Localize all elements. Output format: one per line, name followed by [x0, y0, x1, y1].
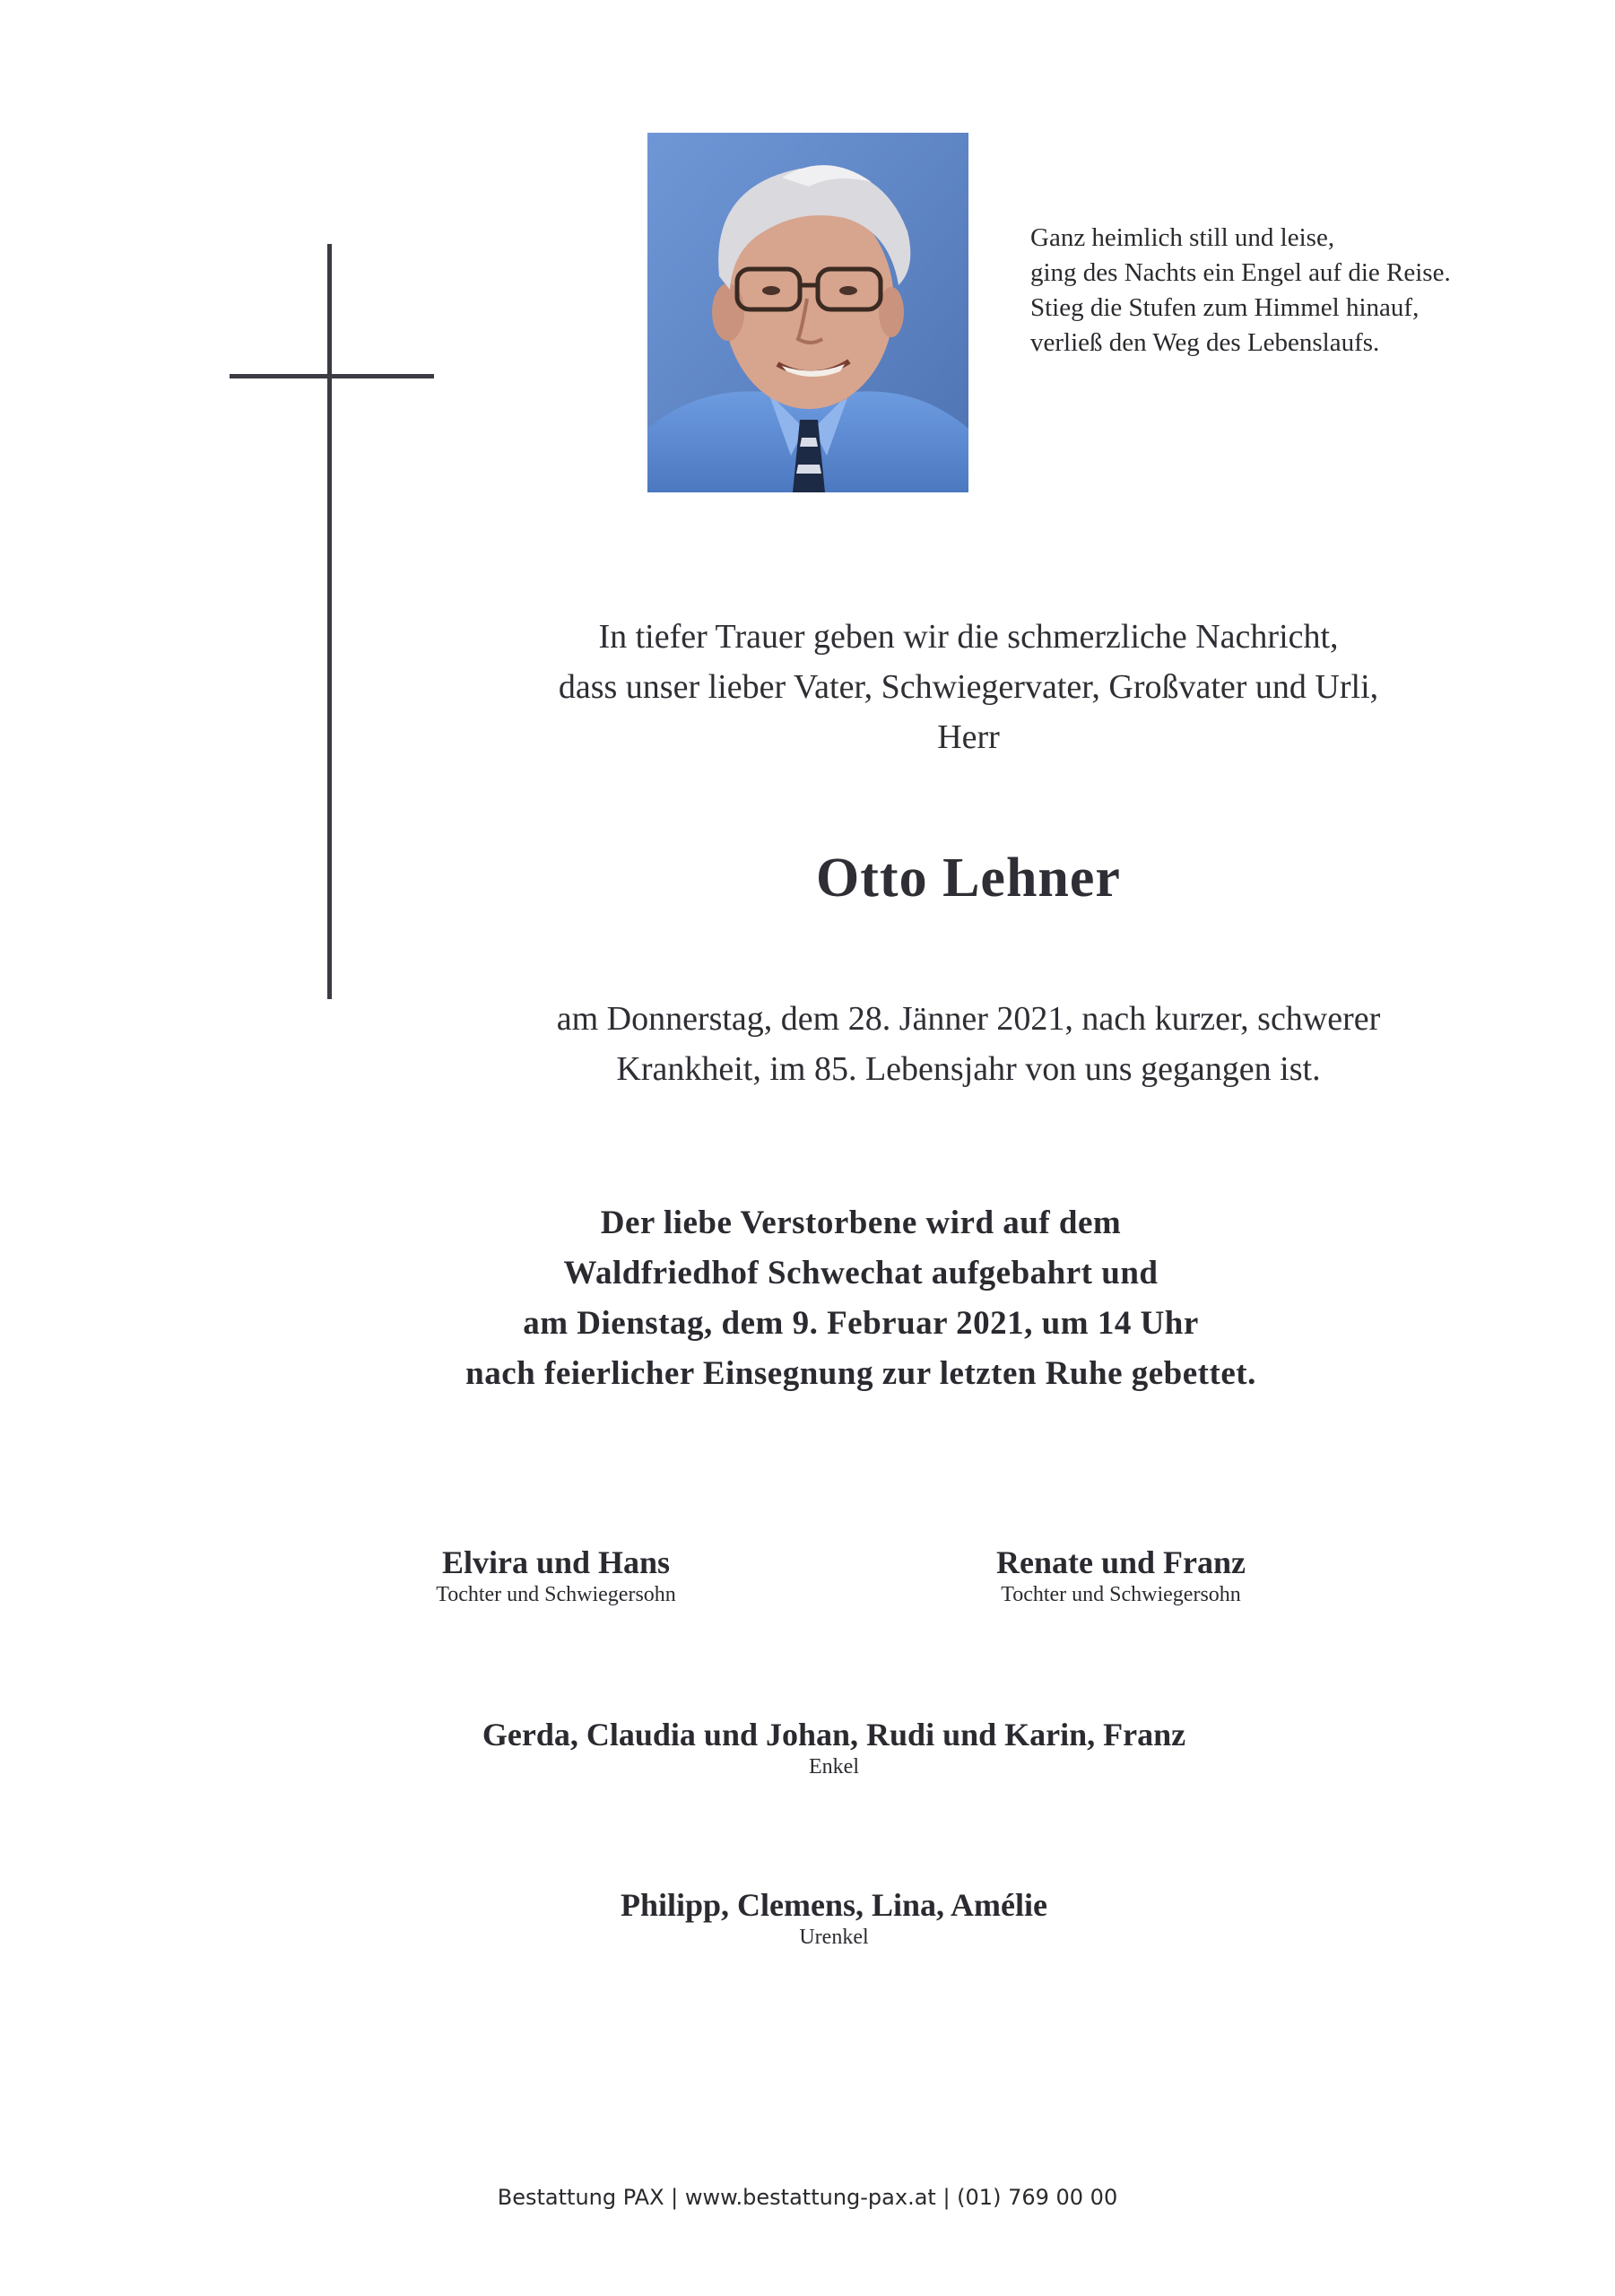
poem — [1030, 221, 1533, 361]
poem-line: Stieg die Stufen zum Himmel hinauf, — [1030, 293, 1420, 322]
intro-line: Herr — [937, 718, 1000, 756]
cross-vertical-bar — [327, 244, 332, 999]
footer-contact: Bestattung PAX | www.bestattung-pax.at | (01) 769 00 00 — [497, 2185, 1118, 2210]
cross-horizontal-bar — [230, 374, 434, 378]
portrait-photo — [647, 133, 968, 492]
family-group — [377, 1543, 735, 1607]
funeral-line: am Dienstag, dem 9. Februar 2021, um 14 Uhr — [523, 1305, 1199, 1342]
family-group — [475, 1885, 1193, 1950]
death-details — [341, 994, 1596, 1094]
death-line: am Donnerstag, dem 28. Jänner 2021, nach kurzer, schwerer — [556, 1000, 1381, 1038]
family-names: Philipp, Clemens, Lina, Amélie — [620, 1887, 1048, 1923]
portrait-illustration — [647, 133, 968, 492]
family-names: Elvira und Hans — [441, 1544, 671, 1580]
announcement-intro — [341, 612, 1596, 762]
poem-line: ging des Nachts ein Engel auf die Reise. — [1030, 258, 1451, 287]
poem-line: Ganz heimlich still und leise, — [1030, 223, 1335, 252]
death-line: Krankheit, im 85. Lebensjahr von uns gegangen ist. — [616, 1050, 1321, 1088]
funeral-line: nach feierlicher Einsegnung zur letzten Ruhe gebettet. — [465, 1355, 1256, 1392]
family-role: Urenkel — [799, 1926, 869, 1949]
intro-line: dass unser lieber Vater, Schwiegervater, Großvater und Urli, — [558, 668, 1379, 706]
family-group — [942, 1543, 1300, 1607]
funeral-details — [269, 1198, 1453, 1399]
family-role: Tochter und Schwiegersohn — [1001, 1583, 1241, 1606]
funeral-line: Waldfriedhof Schwechat aufgebahrt und — [563, 1255, 1159, 1292]
deceased-name: Otto Lehner — [816, 848, 1121, 909]
family-names: Gerda, Claudia und Johan, Rudi und Karin, Franz — [482, 1717, 1186, 1752]
family-role: Enkel — [809, 1755, 859, 1779]
funeral-line: Der liebe Verstorbene wird auf dem — [600, 1205, 1122, 1241]
family-role: Tochter und Schwiegersohn — [436, 1583, 676, 1606]
intro-line: In tiefer Trauer geben wir die schmerzliche Nachricht, — [598, 618, 1339, 656]
poem-line: verließ den Weg des Lebenslaufs. — [1030, 328, 1380, 357]
family-names: Renate und Franz — [996, 1544, 1246, 1580]
family-group — [296, 1715, 1372, 1779]
